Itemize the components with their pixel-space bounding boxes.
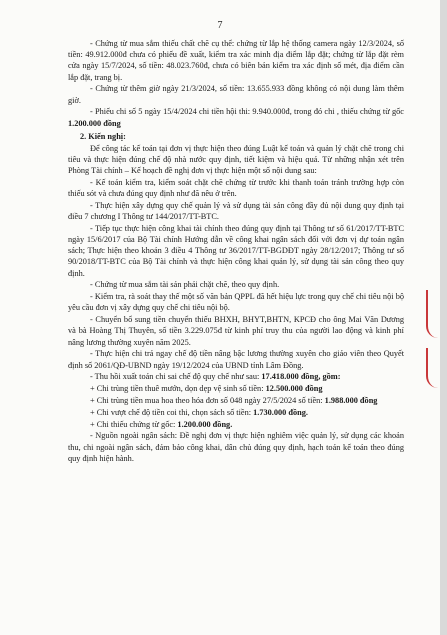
paragraph: + Chi vượt chế độ tiền coi thi, chọn sách số tiền: 1.730.000 đồng. bbox=[90, 407, 308, 417]
paragraph: + Chi thiếu chứng từ gốc: 1.200.000 đồng. bbox=[90, 419, 233, 429]
red-seal-mark bbox=[426, 290, 438, 338]
paragraph: - Kiểm tra, rà soát thay thế một số văn bản QPPL đã hết hiệu lực trong quy chế chi tiêu nội bộ yêu cầu đơn vị xây dựng quy chế chi tiêu nội bộ. bbox=[68, 292, 404, 313]
paragraph: - Thực hiện xây dựng quy chế quản lý và sử dụng tài sản công đầy đủ nội dung quy định tại điều 7 chương I Thông tư 144/2017/TT-BTC. bbox=[68, 200, 404, 222]
page-number: 7 bbox=[217, 20, 223, 31]
paragraph: - Chuyển bổ sung tiền chuyển thiếu BHXH, BHYT,BHTN, KPCĐ cho ông Mai Văn Dương và bà Hoàng Thị Thuyên, số tiền 3.229.075đ từ kinh phí truy thu của người lao động và kinh phí nâng lương thường xuyên năm 2025. bbox=[68, 315, 404, 347]
red-seal-mark bbox=[426, 348, 438, 388]
paragraph: - Thu hồi xuất toán chi sai chế độ quy chế như sau: 17.418.000 đồng, gồm: bbox=[90, 372, 341, 382]
document-body bbox=[68, 38, 404, 465]
paragraph: - Tiếp tục thực hiện công khai tài chính theo đúng quy định tại Thông tư số 61/2017/TT-BTC ngày 15/6/2017 của Bộ Tài chính Hướng dẫn về công khai ngân sách đối với đơn vị dự toán ngân sách; Thực hiện theo khoản 3 điều 4 Thông tư 36/2017/TT-BGDĐT ngày 28/12/2017; Thông tư số 90/2018/TT-BTC của Bộ Tài chính và thực hiện công khai quản lý, sử dụng tài sản công theo quy định. bbox=[68, 223, 404, 278]
paragraph: - Nguồn ngoài ngân sách: Đề nghị đơn vị thực hiện nghiêm việc quản lý, sử dụng các khoản thu, chi ngoài ngân sách, đảm bảo công khai, dân chủ đúng quy định, hạch toán kế toán theo đúng quy định hiện hành. bbox=[68, 431, 404, 463]
paragraph: + Chi trùng tiền mua hoa theo hóa đơn số 048 ngày 27/5/2024 số tiền: 1.988.000 đồng bbox=[90, 396, 378, 406]
paragraph: + Chi trùng tiền thuê mướn, dọn dẹp vệ sinh số tiền: 12.500.000 đồng bbox=[90, 384, 323, 394]
paragraph: - Chứng từ thêm giờ ngày 21/3/2024, số tiền: 13.655.933 đồng không có nội dung làm thêm giờ. bbox=[68, 84, 404, 105]
paragraph: - Kế toán kiểm tra, kiểm soát chặt chẽ chứng từ trước khi thanh toán tránh trường hợp còn thiếu sót và chưa đúng quy định như đã nêu ở trên. bbox=[68, 177, 404, 199]
paragraph: - Chứng từ mua sắm thiếu chất chẽ cụ thể: chứng từ lắp hệ thống camera ngày 12/3/2024, số tiền: 49.912.000đ chưa có phiếu đề xuất, kiểm tra xác minh địa điểm lắp đặt; chứng từ lắp đặt rèm cửa ngày 15/7/2024, số tiền: 48.023.760đ, chưa có biên bản kiểm tra xác định số mét, địa điểm cần lắp đặt, trang bị. bbox=[68, 39, 404, 82]
paragraph: Để công tác kế toán tại đơn vị thực hiện theo đúng Luật kế toán và quản lý chặt chẽ trong chi tiêu và thực hiện đúng chế độ nhà nước quy định, tiết kiệm và hiệu quả. Từ những nhận xét trên Phòng Tài chính – Kế hoạch đề nghị đơn vị thực hiện một số nội dung sau: bbox=[68, 143, 404, 176]
paragraph: - Chứng từ mua sắm tài sản phải chặt chẽ, theo quy định. bbox=[90, 280, 280, 290]
section-heading: 2. Kiến nghị: bbox=[80, 131, 126, 141]
paragraph: - Phiếu chi số 5 ngày 15/4/2024 chi tiền hội thi: 9.940.000đ, trong đó chi , thiếu chứng từ gốc 1.200.000 đồng bbox=[68, 107, 404, 128]
paragraph: - Thực hiện chi trả ngay chế độ tiền nâng bậc lương thường xuyên cho giáo viên theo Quyết định số 2061/QĐ-UBND ngày 19/12/2024 của UBND tỉnh Lâm Đồng. bbox=[68, 349, 404, 370]
